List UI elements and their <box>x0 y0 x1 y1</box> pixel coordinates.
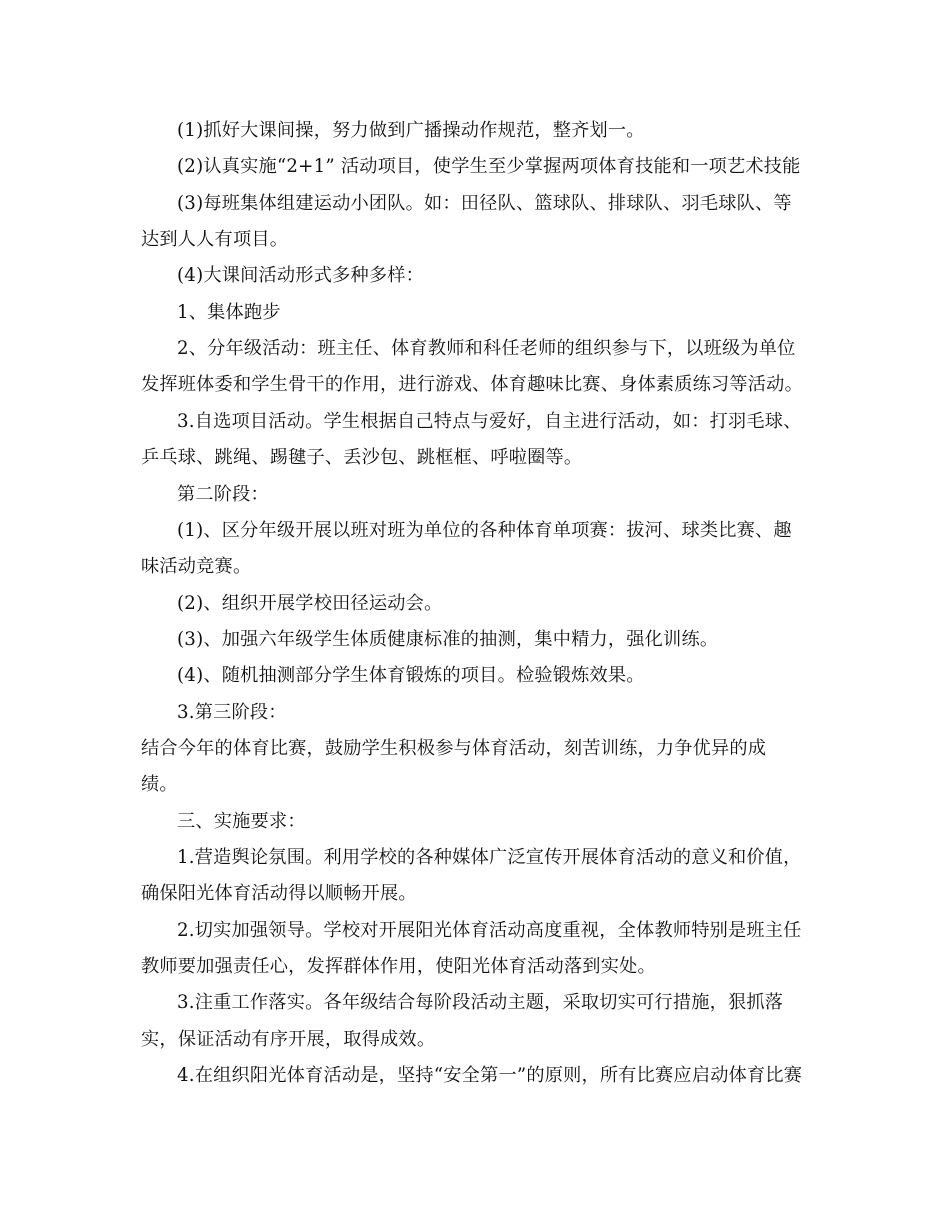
text-line: (3)、加强六年级学生体质健康标准的抽测，集中精力，强化训练。 <box>177 629 719 650</box>
text-line: 2.切实加强领导。学校对开展阳光体育活动高度重视，全体教师特别是班主任 <box>177 920 802 941</box>
text-line: 三、实施要求： <box>177 811 306 832</box>
text-line: 第二阶段： <box>177 484 269 505</box>
text-line: (2)认真实施“2+1” 活动项目，使学生至少掌握两项体育技能和一项艺术技能 <box>177 156 801 177</box>
text-line: (4)、随机抽测部分学生体育锻炼的项目。检验锻炼效果。 <box>177 665 645 686</box>
text-line: 实，保证活动有序开展，取得成效。 <box>141 1029 436 1050</box>
text-line: 确保阳光体育活动得以顺畅开展。 <box>141 883 417 904</box>
text-line: 绩。 <box>141 774 178 795</box>
text-line: 3.第三阶段： <box>177 702 287 723</box>
text-line: 发挥班体委和学生骨干的作用，进行游戏、体育趣味比赛、身体素质练习等活动。 <box>141 374 803 395</box>
text-line: (1)、区分年级开展以班对班为单位的各种体育单项赛：拔河、球类比赛、趣 <box>177 520 792 541</box>
text-line: (1)抓好大课间操，努力做到广播操动作规范，整齐划一。 <box>177 120 645 141</box>
text-line: 1.营造舆论氛围。利用学校的各种媒体广泛宣传开展体育活动的意义和价值， <box>177 847 802 868</box>
text-line: (2)、组织开展学校田径运动会。 <box>177 593 443 614</box>
text-line: 达到人人有项目。 <box>141 229 289 250</box>
text-line: 3.自选项目活动。学生根据自己特点与爱好，自主进行活动，如：打羽毛球、 <box>177 411 802 432</box>
text-line: 3.注重工作落实。各年级结合每阶段活动主题，采取切实可行措施，狠抓落 <box>177 992 784 1013</box>
text-line: (3)每班集体组建运动小团队。如：田径队、篮球队、排球队、羽毛球队、等 <box>177 193 792 214</box>
text-line: 1、集体跑步 <box>177 302 281 323</box>
text-line: 乒乓球、跳绳、踢毽子、丢沙包、跳框框、呼啦圈等。 <box>141 447 583 468</box>
text-line: 教师要加强责任心，发挥群体作用，使阳光体育活动落到实处。 <box>141 956 656 977</box>
text-line: 味活动竞赛。 <box>141 556 252 577</box>
text-line: 结合今年的体育比赛，鼓励学生积极参与体育活动，刻苦训练，力争优异的成 <box>141 738 767 759</box>
text-line: 4.在组织阳光体育活动是，坚持“安全第一”的原则，所有比赛应启动体育比赛 <box>177 1065 803 1086</box>
text-line: 2、分年级活动：班主任、体育教师和科任老师的组织参与下，以班级为单位 <box>177 338 796 359</box>
text-line: (4)大课间活动形式多种多样： <box>177 265 425 286</box>
